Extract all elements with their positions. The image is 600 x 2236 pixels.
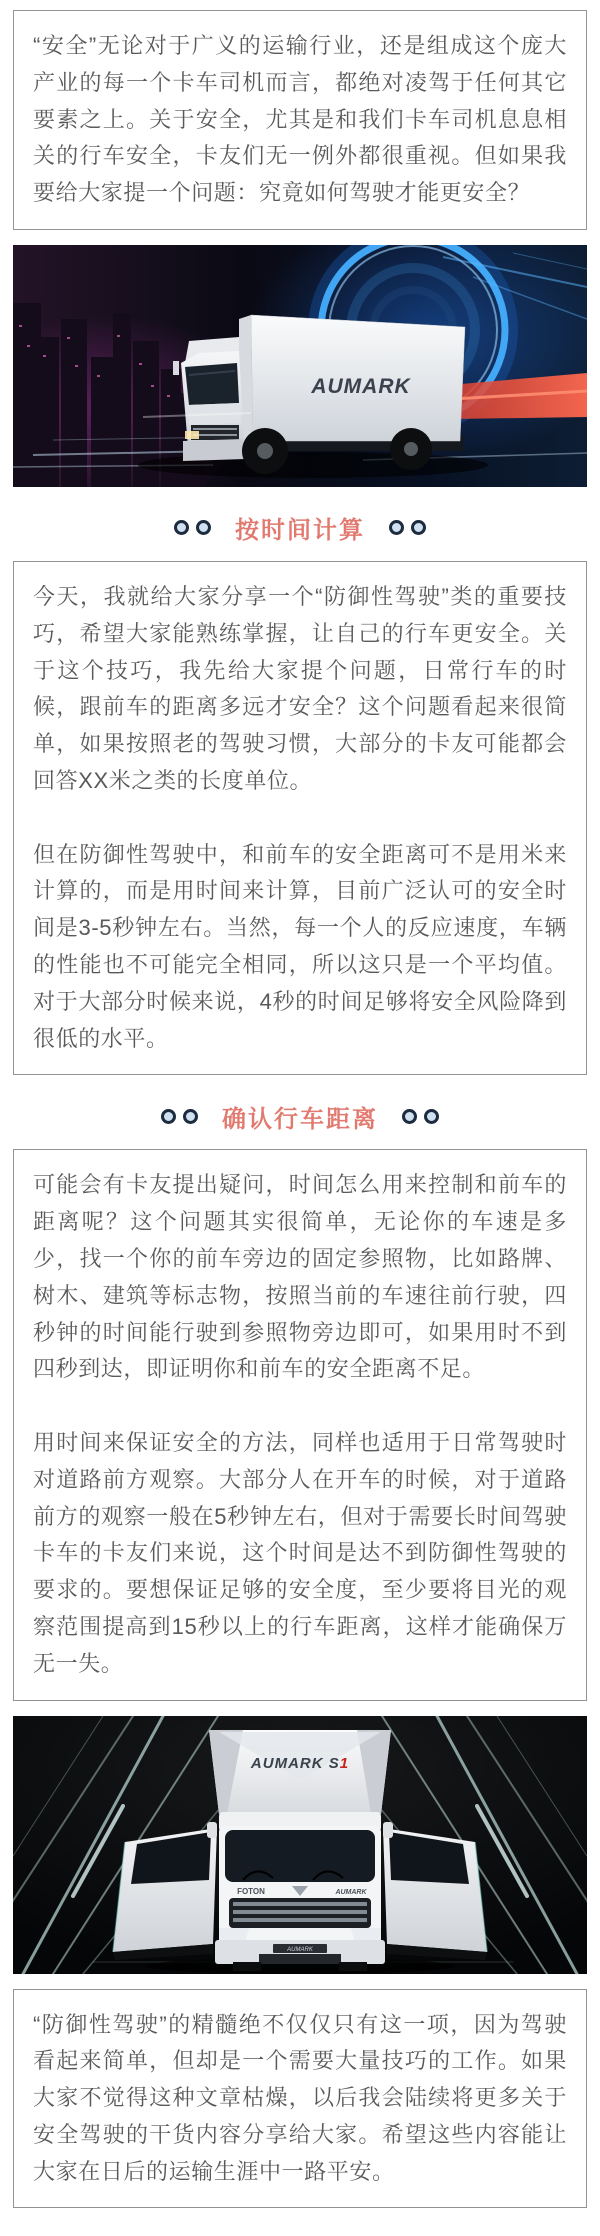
hero-image-truck-open-doors[interactable] <box>13 1716 587 1974</box>
intro-text-box <box>13 10 587 230</box>
section-title-time: 按时间计算 <box>235 517 365 545</box>
decorative-circle-icon <box>196 520 211 535</box>
section-paragraph: 可能会有卡友提出疑问，时间怎么用来控制和前车的距离呢？这个问题其实很简单，无论你的车速是多少，找一个你的前车旁边的固定参照物，比如路牌、树木、建筑等标志物，按照当前的车速往前行驶，四秒钟的时间能行驶到参照物旁边即可，如果用时不到四秒到达，即证明你和前车的安全距离不足。 <box>33 1172 567 1382</box>
section-time-text-box <box>13 561 587 1075</box>
aumark-bumper-logo-text: AUMARK <box>287 1946 313 1953</box>
night-truck-illustration <box>13 245 587 487</box>
hero-image-night-truck[interactable] <box>13 245 587 487</box>
aumark-logo-text: AUMARK <box>311 374 411 398</box>
decorative-circle-icon <box>411 520 426 535</box>
section-title-distance: 确认行车距离 <box>222 1105 378 1133</box>
outro-text-box <box>13 1989 587 2209</box>
section-header-time <box>13 511 587 545</box>
decorative-circle-icon <box>161 1109 176 1124</box>
aumark-s-logo-part: AUMARK S <box>250 1754 340 1772</box>
aumark-panel-logo-text: AUMARK <box>335 1888 367 1896</box>
section-paragraph: 今天，我就给大家分享一个“防御性驾驶”类的重要技巧，希望大家能熟练掌握，让自己的行车更安全。关于这个技巧，我先给大家提个问题，日常行车的时候，跟前车的距离多远才安全？这个问题看起来很简单，如果按照老的驾驶习惯，大部分的卡友可能都会回答XX米之类的长度单位。 <box>33 583 567 793</box>
section-distance-text-box <box>13 1149 587 1700</box>
decorative-circle-icon <box>174 520 189 535</box>
open-doors-truck-illustration <box>13 1716 587 1974</box>
right-dot-pair <box>402 1109 439 1124</box>
section-paragraph: 但在防御性驾驶中，和前车的安全距离可不是用米来计算的，而是用时间来计算，目前广泛认可的安全时间是3-5秒钟左右。当然，每一个人的反应速度，车辆的性能也不可能完全相同，所以这只是一个平均值。对于大部分时候来说，4秒的时间足够将安全风险降到很低的水平。 <box>33 841 567 1051</box>
outro-paragraph: “防御性驾驶”的精髓绝不仅仅只有这一项，因为驾驶看起来简单，但却是一个需要大量技巧的工作。如果大家不觉得这种文章枯燥，以后我会陆续将更多关于安全驾驶的干货内容分享给大家。希望这些内容能让大家在日后的运输生涯中一路平安。 <box>33 2011 567 2184</box>
section-paragraph: 用时间来保证安全的方法，同样也适用于日常驾驶时对道路前方观察。大部分人在开车的时候，对于道路前方的观察一般在5秒钟左右，但对于需要长时间驾驶卡车的卡友们来说，这个时间是达不到防御性驾驶的要求的。要想保证足够的安全度，至少要将目光的观察范围提高到15秒以上的行车距离，这样才能确保万无一失。 <box>33 1429 567 1676</box>
left-dot-pair <box>174 520 211 535</box>
left-dot-pair <box>161 1109 198 1124</box>
aumark-s1-logo-text <box>250 1755 349 1772</box>
s1-accent-logo-part: 1 <box>339 1754 350 1772</box>
decorative-circle-icon <box>424 1109 439 1124</box>
foton-logo-text: FOTON <box>237 1886 265 1896</box>
decorative-circle-icon <box>389 520 404 535</box>
intro-paragraph: “安全”无论对于广义的运输行业，还是组成这个庞大产业的每一个卡车司机而言，都绝对凌驾于任何其它要素之上。关于安全，尤其是和我们卡车司机息息相关的行车安全，卡友们无一例外都很重视。但如果我要给大家提一个问题：究竟如何驾驶才能更安全？ <box>33 33 567 206</box>
section-header-distance <box>13 1099 587 1133</box>
decorative-circle-icon <box>183 1109 198 1124</box>
right-dot-pair <box>389 520 426 535</box>
decorative-circle-icon <box>402 1109 417 1124</box>
